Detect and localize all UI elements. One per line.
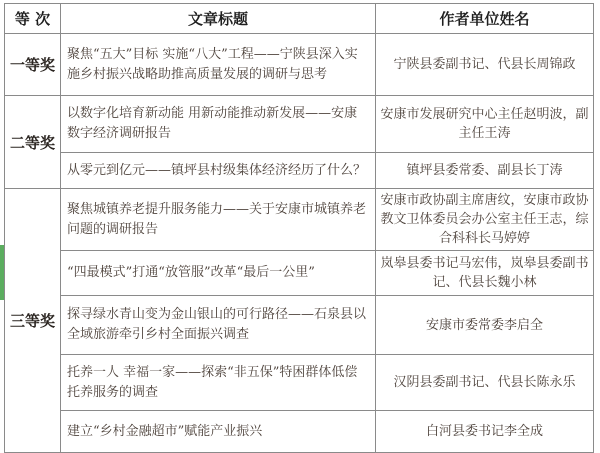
table-row — [5, 355, 594, 411]
article-author: 镇坪县委常委、副县长丁涛 — [376, 153, 594, 189]
article-title: 探寻绿水青山变为金山银山的可行路径——石泉县以全域旅游牵引乡村全面振兴调查 — [61, 296, 376, 355]
article-title: 从零元到亿元——镇坪县村级集体经济经历了什么？ — [61, 153, 376, 189]
table-row — [5, 189, 594, 251]
article-author: 安康市委常委李启全 — [376, 296, 594, 355]
article-author: 白河县委书记李全成 — [376, 411, 594, 453]
header-rank: 等 次 — [5, 4, 61, 34]
table-row — [5, 34, 594, 96]
table-row — [5, 251, 594, 296]
article-author: 汉阴县委副书记、代县长陈永乐 — [376, 355, 594, 411]
article-title: 聚焦城镇养老提升服务能力——关于安康市城镇养老问题的调研报告 — [61, 189, 376, 251]
table-header-row — [5, 4, 594, 34]
article-title: 建立“乡村金融超市”赋能产业振兴 — [61, 411, 376, 453]
rank-label-third-prize: 三等奖 — [5, 189, 61, 453]
table-row — [5, 411, 594, 453]
article-author: 岚皋县委书记马宏伟，岚皋县委副书记、代县长魏小林 — [376, 251, 594, 296]
article-title: “四最模式”打通“放管服”改革“最后一公里” — [61, 251, 376, 296]
article-title: 聚焦“五大”目标 实施“八大”工程——宁陕县深入实施乡村振兴战略助推高质量发展的调研与思考 — [61, 34, 376, 96]
article-author: 宁陕县委副书记、代县长周锦政 — [376, 34, 594, 96]
article-author: 安康市发展研究中心主任赵明波，副主任王涛 — [376, 96, 594, 153]
table-row — [5, 96, 594, 153]
header-author-unit-name: 作者单位姓名 — [376, 4, 594, 34]
awards-table — [4, 3, 594, 453]
table-row — [5, 296, 594, 355]
rank-label-second-prize: 二等奖 — [5, 96, 61, 189]
article-author: 安康市政协副主席唐纹，安康市政协教文卫体委员会办公室主任王志，综合科科长马婷婷 — [376, 189, 594, 251]
article-title: 以数字化培育新动能 用新动能推动新发展——安康数字经济调研报告 — [61, 96, 376, 153]
table-row — [5, 153, 594, 189]
rank-label-first-prize: 一等奖 — [5, 34, 61, 96]
header-article-title: 文章标题 — [61, 4, 376, 34]
article-title: 托养一人 幸福一家——探索“非五保”特困群体低偿托养服务的调查 — [61, 355, 376, 411]
